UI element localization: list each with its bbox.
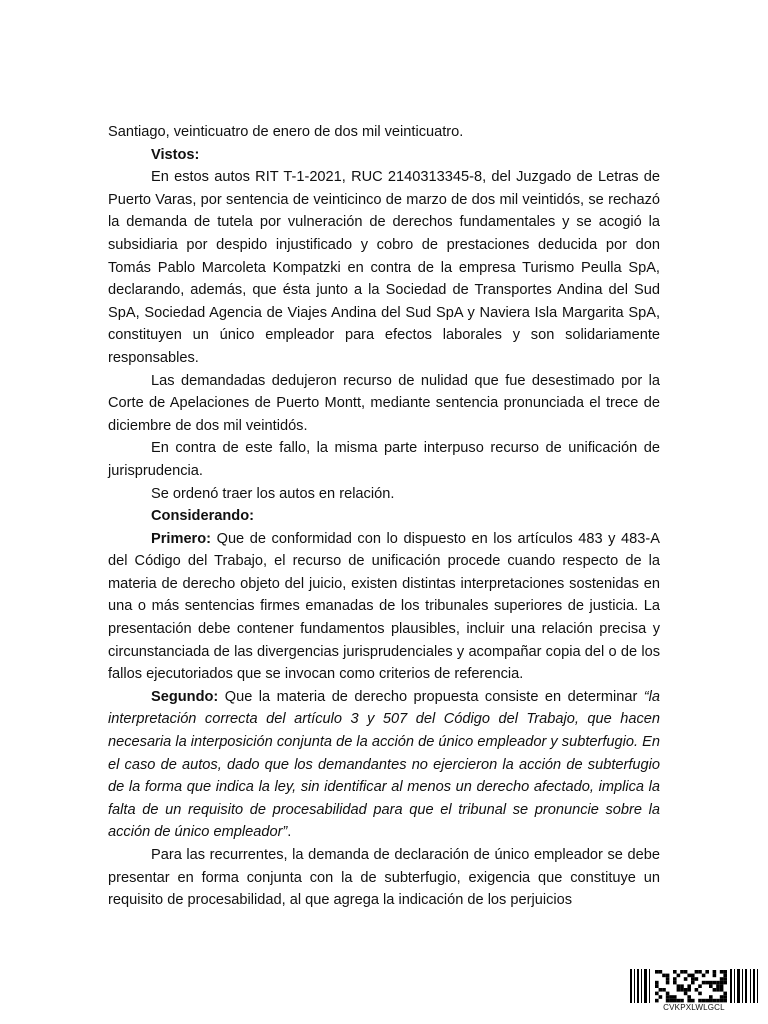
barcode-image	[629, 969, 759, 1003]
paragraph-primero	[108, 528, 660, 686]
segundo-text: Que la materia de derecho propuesta consiste en determinar	[218, 688, 644, 705]
primero-text: Que de conformidad con lo dispuesto en los artículos 483 y 483-A del Código del Trabajo, el recurso de unificación procede cuando respecto de la materia de derecho objeto del juicio, existen distintas interpretaciones sostenidas en una o más sentencias firmes emanadas de los tribunales superiores de justicia. La presentación debe contener fundamentos plausibles, incluir una relación precisa y circunstanciada de las divergencias jurisprudenciales y acompañar copia del o de los fallos ejecutoriados que se invocan como criterios de referencia.	[108, 530, 660, 683]
considerando-heading: Considerando:	[151, 508, 254, 525]
vistos-heading: Vistos:	[151, 146, 200, 163]
paragraph-recurrentes: Para las recurrentes, la demanda de declaración de único empleador se debe presentar en forma conjunta con la de subterfugio, exigencia que constituye un requisito de procesabilidad, al que agrega la indicación de los perjuicios	[108, 847, 660, 909]
date-line: Santiago, veinticuatro de enero de dos mil veinticuatro.	[108, 124, 464, 140]
primero-label: Primero:	[151, 530, 212, 547]
paragraph-autos: En estos autos RIT T-1-2021, RUC 2140313345-8, del Juzgado de Letras de Puerto Varas, por sentencia de veinticinco de marzo de dos mil veintidós, se rechazó la demanda de tutela por vulneración de derechos fundamentales y se acogió la subsidiaria por despido injustificado y cobro de prestaciones deducida por don Tomás Pablo Marcoleta Kompatzki en contra de la empresa Turismo Peulla SpA, declarando, además, que ésta junto a la Sociedad de Transportes Andina del Sud SpA, Sociedad Agencia de Viajes Andina del Sud SpA y Naviera Isla Margarita SpA, constituyen un único empleador para efectos laborales y son solidariamente responsables.	[108, 169, 660, 366]
barcode-block	[629, 969, 759, 1015]
segundo-quote: “la interpretación correcta del artículo 3 y 507 del Código del Trabajo, que hacen necesaria la interposición conjunta de la acción de único empleador y subterfugio. En el caso de autos, dado que los demandantes no ejercieron la acción de subterfugio de la forma que indica la ley, sin identificar al menos un derecho afectado, implica la falta de un requisito de procesabilidad para que el tribunal se pronuncie sobre la acción de único empleador”	[108, 688, 660, 841]
segundo-label: Segundo:	[151, 688, 219, 705]
document-body	[108, 121, 660, 912]
paragraph-relacion: Se ordenó traer los autos en relación.	[151, 485, 395, 502]
paragraph-segundo	[108, 686, 660, 844]
paragraph-unificacion: En contra de este fallo, la misma parte interpuso recurso de unificación de jurisprudencia.	[108, 440, 660, 479]
segundo-end: .	[287, 824, 292, 841]
barcode-code: CVKPXLWLGCL	[663, 1003, 725, 1012]
paragraph-nulidad: Las demandadas dedujeron recurso de nulidad que fue desestimado por la Corte de Apelaciones de Puerto Montt, mediante sentencia pronunciada el trece de diciembre de dos mil veintidós.	[108, 372, 660, 434]
